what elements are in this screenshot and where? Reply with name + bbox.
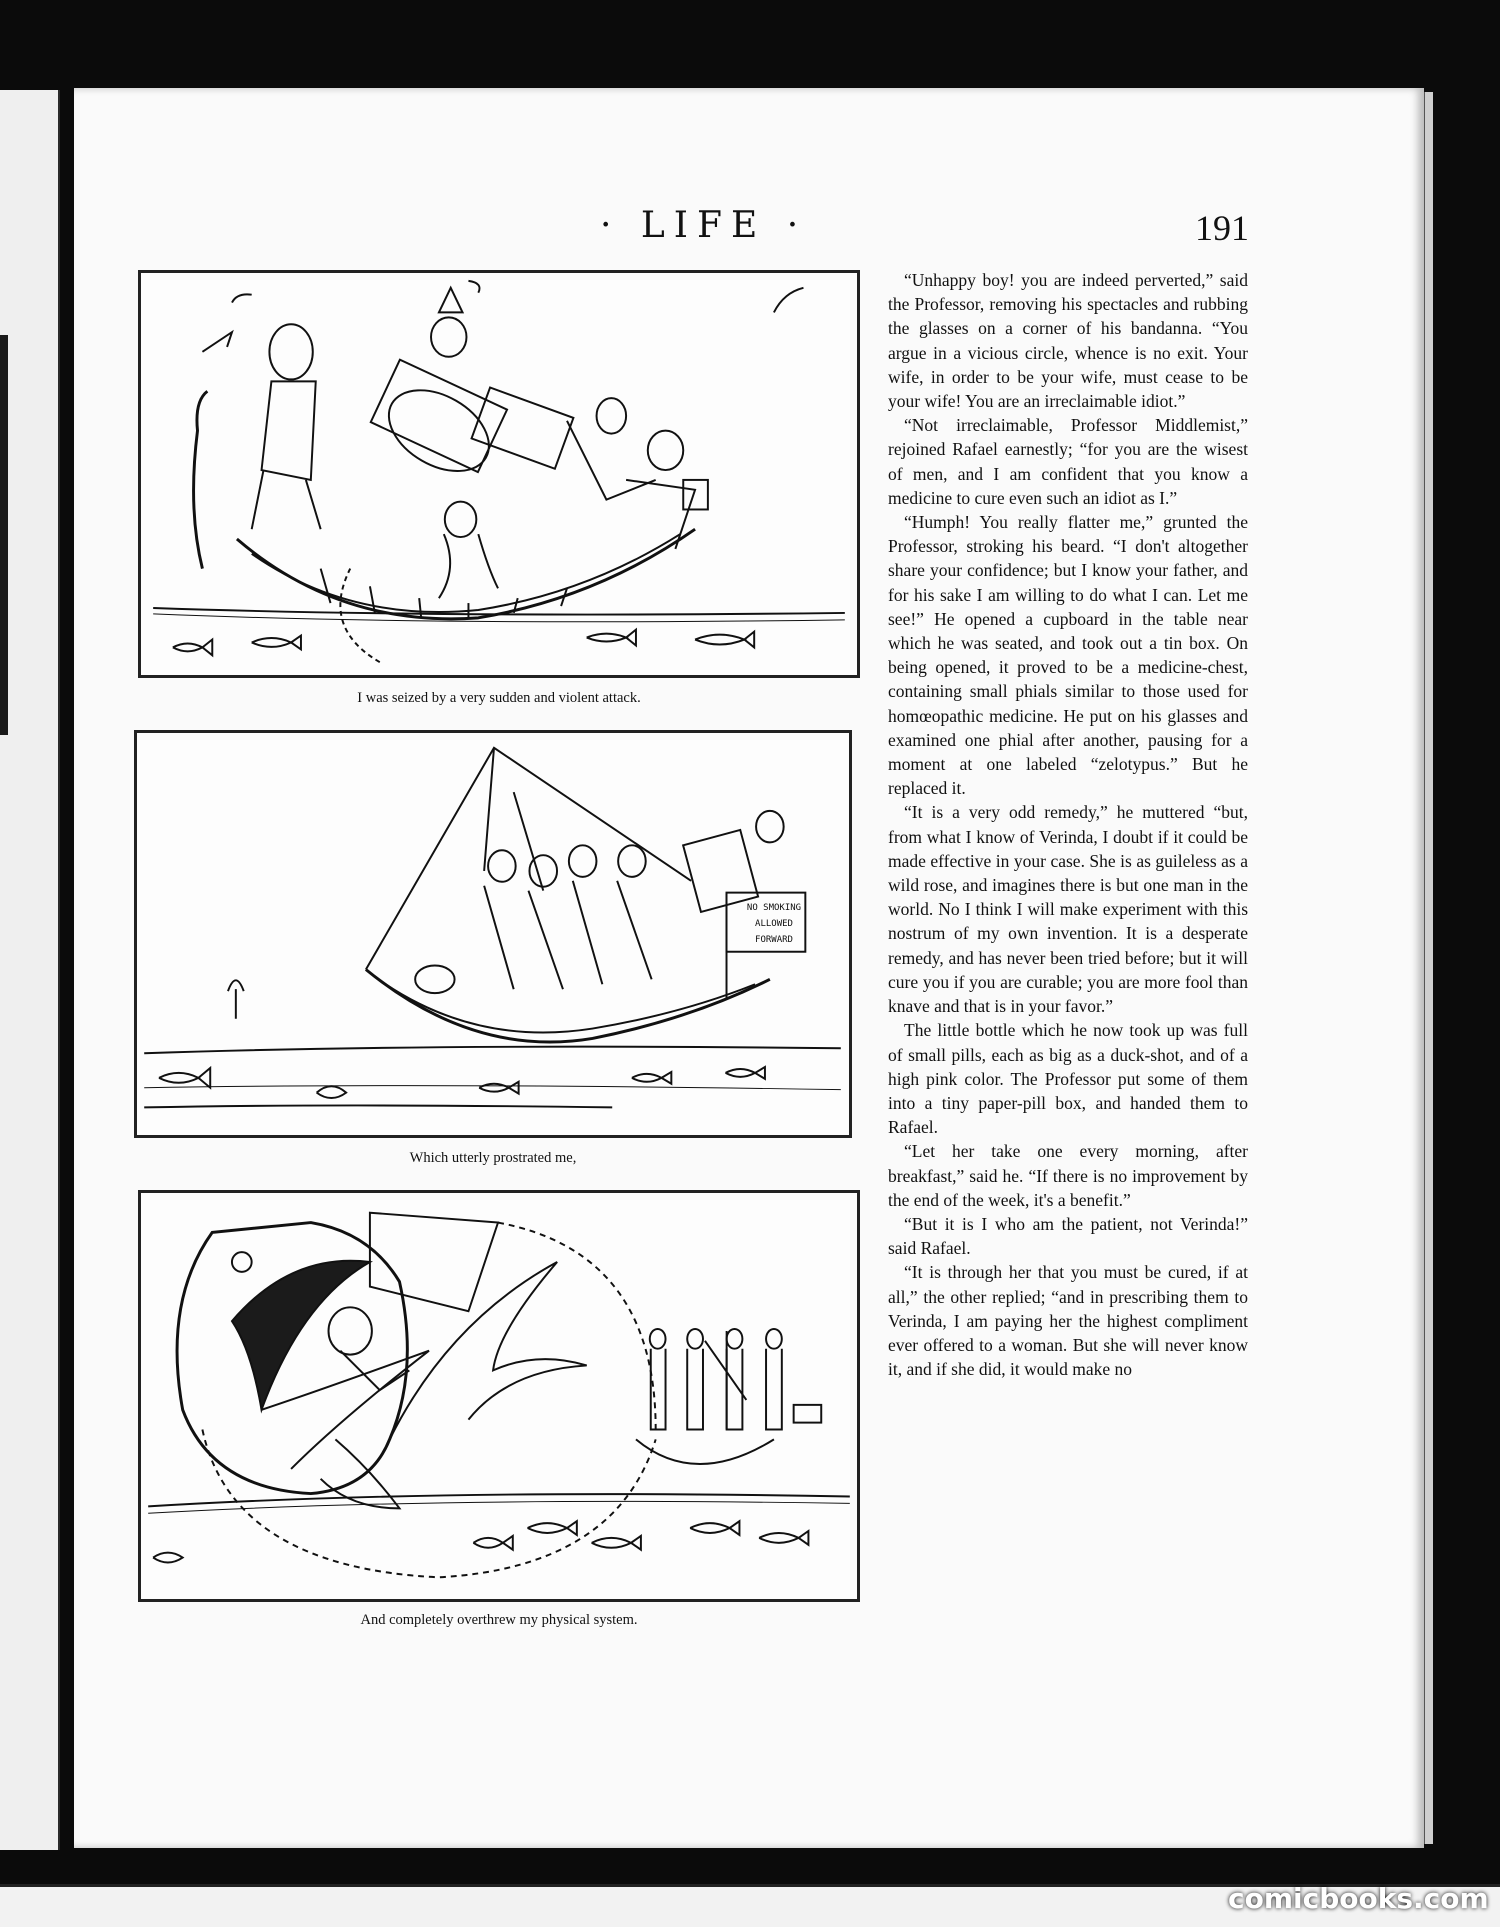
article-paragraph: “It is through her that you must be cured, if at all,” the other replied; “and in prescribing them to Verinda, I am paying her the highest compliment ever offered to a woman. But she will never know it, and if she did, it would make no [888, 1262, 1248, 1380]
page-number: 191 [1195, 208, 1249, 248]
facing-page-edge [0, 90, 60, 1850]
panel-caption-1: I was seized by a very sudden and violent attack. [357, 690, 641, 706]
article-text [888, 268, 1248, 1381]
illustration-panel-3 [138, 1190, 860, 1602]
no-smoking-sign: NO SMOKING ALLOWED FORWARD [746, 903, 802, 945]
page-edge [1424, 92, 1433, 1844]
illustration-panel-2 [134, 730, 852, 1138]
article-paragraph: “Unhappy boy! you are indeed perverted,” said the Professor, removing his spectacles and rubbing the glasses on a corner of his bandanna. “You argue in a vicious circle, whence is no exit. Your wife, in order to be your wife, must cease to be your wife! You are an irreclaimable idiot.” [888, 270, 1248, 412]
article-paragraph: “Not irreclaimable, Professor Middlemist,” rejoined Rafael earnestly; “for you are the wisest of men, and I am confident that you know a medicine to cure even such an idiot as I.” [888, 415, 1248, 508]
illustration-panel-1 [138, 270, 860, 678]
panel-caption-2: Which utterly prostrated me, [409, 1150, 577, 1166]
fish-overthrow-illustration [141, 1193, 857, 1599]
article-paragraph: “It is a very odd remedy,” he muttered “but, from what I know of Verinda, I doubt if it could be made effective in your case. She is as guileless as a wild rose, and imagines there is but one man in the world. No I think I will make experiment with this nostrum of my own invention. It is a desperate remedy, and has never been tried before; but it will cure you if you are curable; you are more fool than knave and that is in your favor.” [888, 802, 1248, 1017]
running-head: · LIFE · [600, 205, 808, 246]
site-watermark: comicbooks.com [1228, 1882, 1489, 1915]
facing-page-mark [0, 335, 8, 735]
article-paragraph: “But it is I who am the patient, not Verinda!” said Rafael. [888, 1213, 1248, 1259]
article-paragraph: “Let her take one every morning, after breakfast,” said he. “If there is no improvement by the end of the week, it's a benefit.” [888, 1141, 1248, 1210]
panel-caption-3: And completely overthrew my physical system. [360, 1612, 638, 1628]
article-paragraph: “Humph! You really flatter me,” grunted the Professor, stroking his beard. “I don't altogether share your confidence; but I know your father, and for his sake I am willing to do what I can. Let me see!” He opened a cupboard in the table near which he was seated, and took out a tin box. On being opened, it proved to be a medicine-chest, containing small phials similar to those used for homœopathic medicine. He put on his glasses and examined one phial after another, pausing for a moment at one labeled “zelotypus.” But he replaced it. [888, 512, 1248, 799]
article-paragraph: The little bottle which he now took up was full of small pills, each as big as a duck-shot, and of a high pink color. The Professor put some of them into a tiny paper-pill box, and handed them to Rafael. [888, 1020, 1248, 1138]
boat-attack-illustration [141, 273, 857, 675]
